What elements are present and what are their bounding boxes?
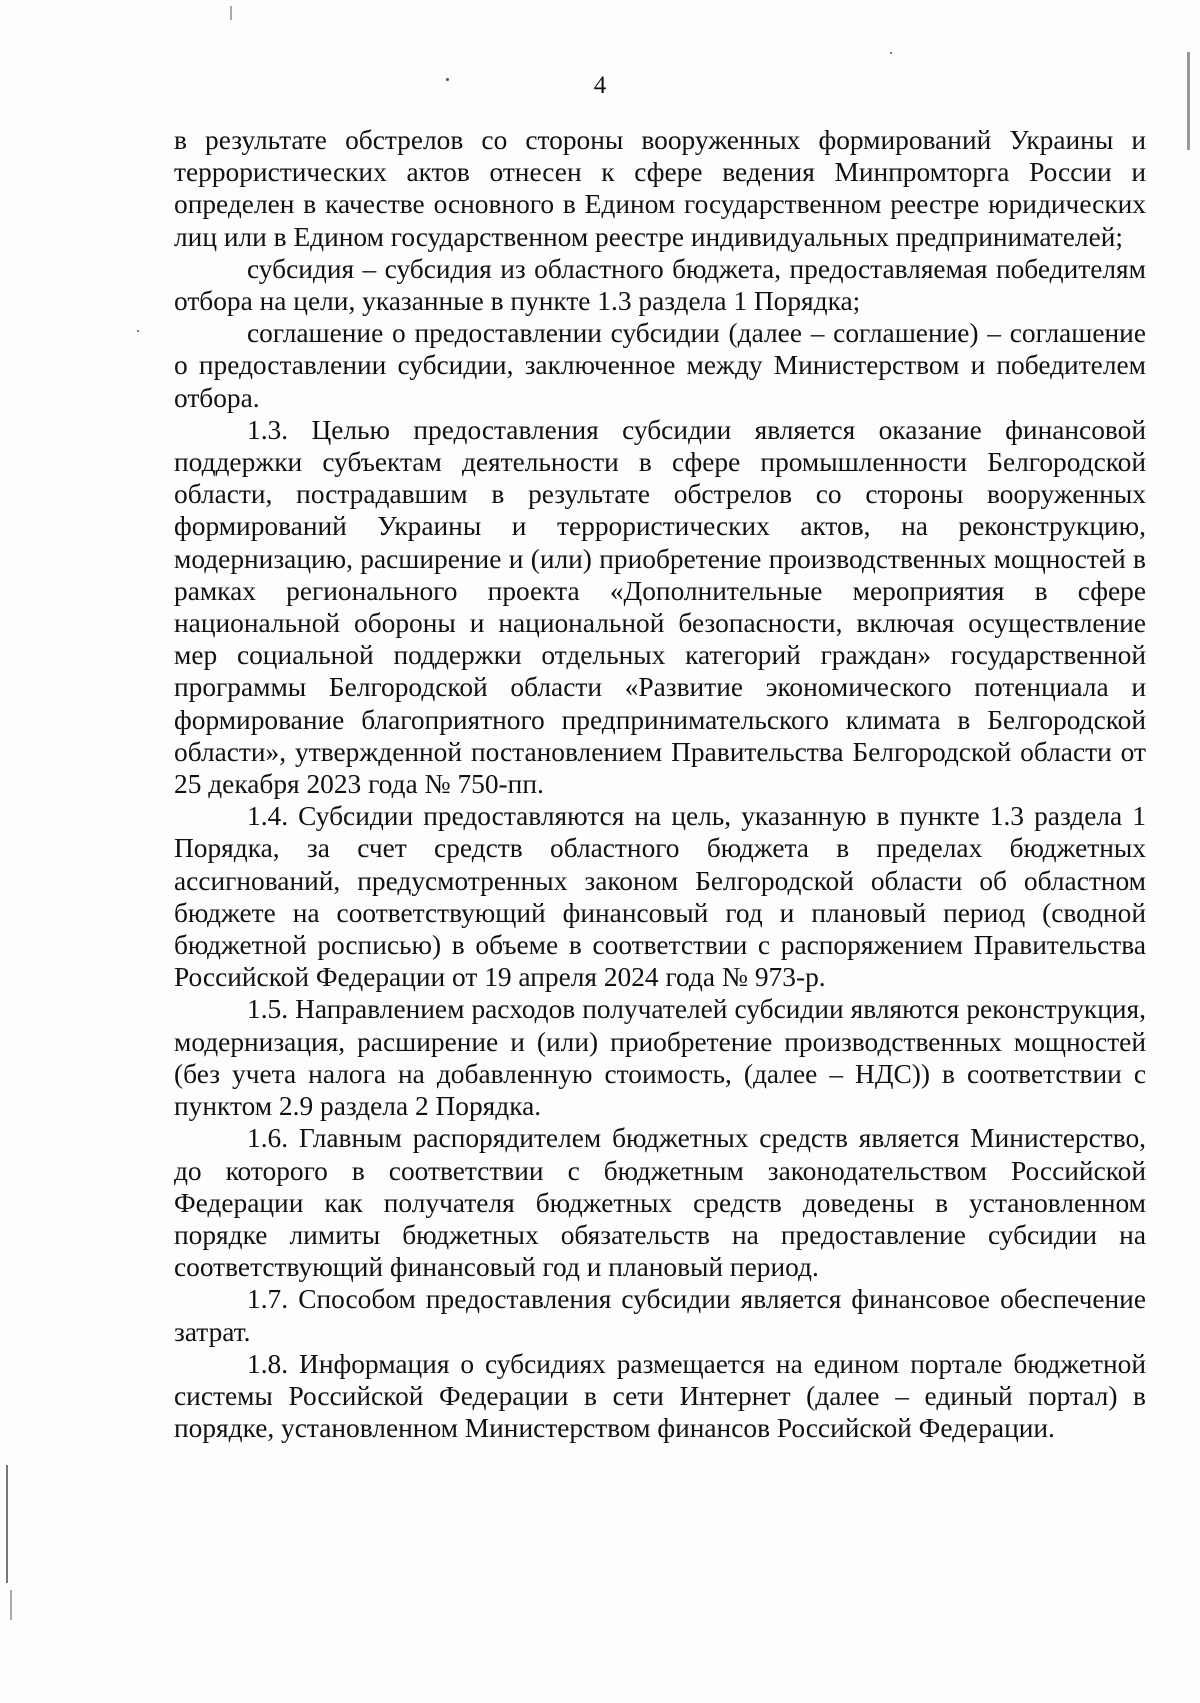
paragraph-definition-subsidy: субсидия – субсидия из областного бюджета, предоставляемая победителям отбора на цели, указанные в пункте 1.3 раздела 1 Порядка; [174, 253, 1146, 317]
paragraph-continuation: в результате обстрелов со стороны вооруженных формирований Украины и террористических актов отнесен к сфере ведения Минпромторга России и определен в качестве основного в Едином государственном реестре юридических лиц или в Едином государственном реестре индивидуальных предпринимателей; [174, 125, 1146, 252]
scan-artifact-line [10, 1590, 12, 1620]
paragraph-1-4: 1.4. Субсидии предоставляются на цель, указанную в пункте 1.3 раздела 1 Порядка, за счет средств областного бюджета в пределах бюджетных ассигнований, предусмотренных законом Белгородской области об областном бюджете на соответствующий финансовый год и плановый период (сводной бюджетной росписью) в объеме в соответствии с распоряжением Правительства Российской Федерации от 19 апреля 2024 года № 973-р. [174, 801, 1146, 993]
scan-artifact-speck [137, 330, 139, 332]
document-body [174, 124, 1146, 1444]
page-number: 4 [593, 72, 607, 99]
scan-artifact-speck [890, 52, 892, 54]
scan-artifact-line [230, 6, 232, 20]
scan-artifact-line [6, 1465, 8, 1583]
paragraph-1-5: 1.5. Направлением расходов получателей субсидии являются реконструкция, модернизация, расширение и (или) приобретение производственных мощностей (без учета налога на добавленную стоимость, (далее – НДС)) в соответствии с пунктом 2.9 раздела 2 Порядка. [174, 994, 1146, 1122]
paragraph-definition-agreement: соглашение о предоставлении субсидии (далее – соглашение) – соглашение о предоставлении субсидии, заключенное между Министерством и победителем отбора. [174, 318, 1146, 413]
paragraph-1-8: 1.8. Информация о субсидиях размещается на едином портале бюджетной системы Российской Федерации в сети Интернет (далее – единый портал) в порядке, установленном Министерством финансов Российской Федерации. [174, 1348, 1146, 1444]
paragraph-1-6: 1.6. Главным распорядителем бюджетных средств является Министерство, до которого в соответствии с бюджетным законодательством Российской Федерации как получателя бюджетных средств доведены в установленном порядке лимиты бюджетных обязательств на предоставление субсидии на соответствующий финансовый год и плановый период. [174, 1123, 1146, 1283]
scan-artifact-line [1187, 52, 1190, 150]
paragraph-1-3: 1.3. Целью предоставления субсидии является оказание финансовой поддержки субъектам деятельности в сфере промышленности Белгородской области, пострадавшим в результате обстрелов со стороны вооруженных формирований Украины и террористических актов, на реконструкцию, модернизацию, расширение и (или) приобретение производственных мощностей в рамках регионального проекта «Дополнительные мероприятия в сфере национальной обороны и национальной безопасности, включая осуществление мер социальной поддержки отдельных категорий граждан» государственной программы Белгородской области «Развитие экономического потенциала и формирование благоприятного предпринимательского климата в Белгородской области», утвержденной постановлением Правительства Белгородской области от 25 декабря 2023 года № 750-пп. [174, 414, 1146, 800]
paragraph-1-7: 1.7. Способом предоставления субсидии является финансовое обеспечение затрат. [174, 1284, 1146, 1347]
